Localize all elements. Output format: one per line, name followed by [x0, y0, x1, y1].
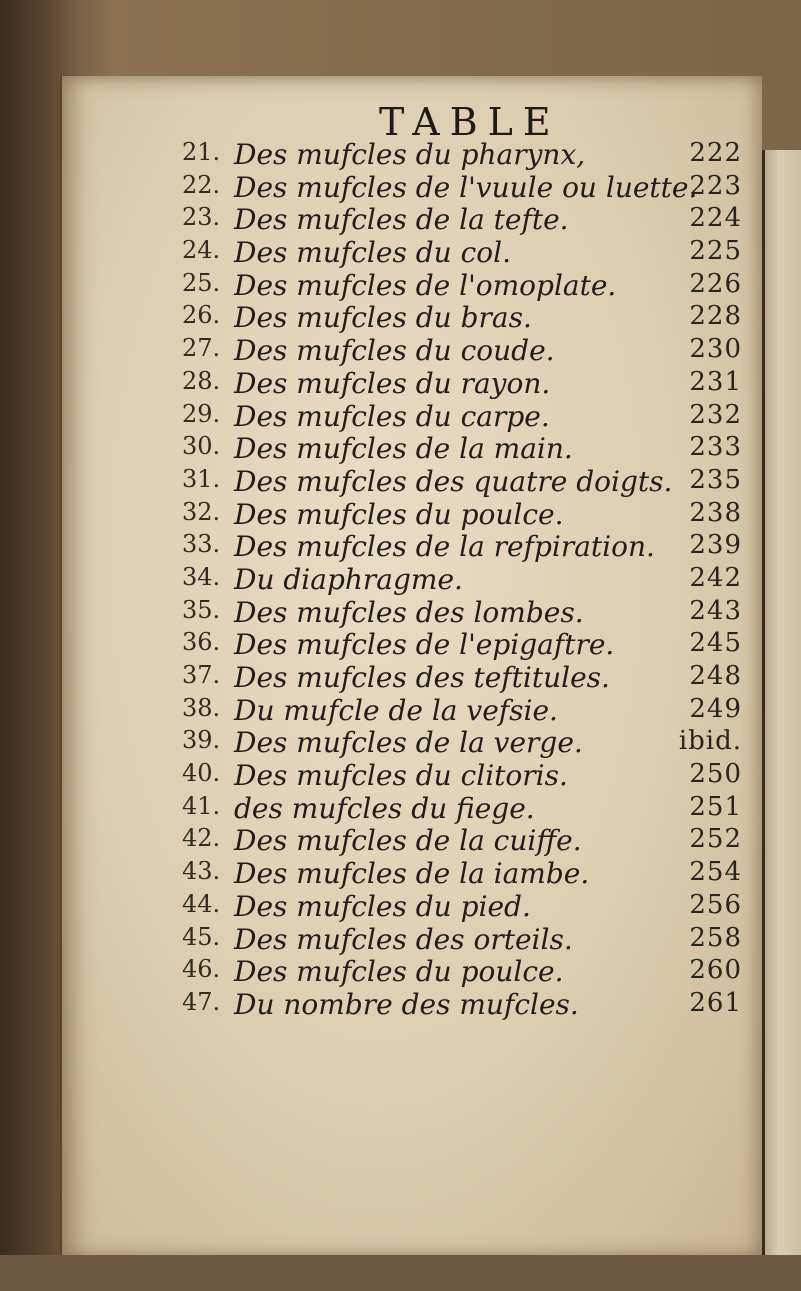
entry-title: Des mufcles de la cuiffe.: [234, 824, 582, 858]
toc-entry: [182, 236, 742, 269]
entry-number: 25.: [182, 268, 221, 297]
entry-page-number: 224: [689, 203, 742, 234]
entry-page-number: 226: [689, 268, 742, 299]
entry-title: Des mufcles du rayon.: [234, 366, 551, 400]
entry-title: Des mufcles du pied.: [234, 889, 531, 923]
entry-number: 26.: [182, 301, 221, 330]
entry-number: 21.: [182, 138, 221, 166]
entry-title: Des mufcles de l'omoplate.: [234, 268, 617, 302]
entry-title: Des mufcles de la verge.: [234, 726, 583, 760]
toc-entry: [182, 465, 742, 498]
entry-number: 45.: [182, 922, 221, 951]
entry-page-number: 228: [689, 301, 742, 332]
entry-number: 40.: [182, 759, 221, 788]
entry-title: Des mufcles du pharynx,: [234, 138, 586, 171]
entry-page-number: 222: [689, 138, 742, 168]
entry-number: 41.: [182, 791, 221, 820]
toc-entry: [182, 792, 742, 825]
entry-title: Des mufcles du clitoris.: [234, 759, 568, 793]
toc-entry: [182, 563, 742, 596]
entry-number: 23.: [182, 203, 221, 232]
entry-page-number: 225: [689, 236, 742, 267]
toc-entry: [182, 824, 742, 857]
entry-page-number: 239: [689, 530, 742, 561]
entry-title: Des mufcles du poulce.: [234, 497, 564, 531]
toc-entry: [182, 400, 742, 433]
entry-page-number: 260: [689, 955, 742, 986]
toc-entry: [182, 301, 742, 334]
toc-entry: [182, 759, 742, 792]
toc-entry: [182, 367, 742, 400]
entry-title: Des mufcles de l'epigaftre.: [234, 628, 615, 662]
entry-page-number: 252: [689, 824, 742, 855]
entry-title: Des mufcles des teftitules.: [234, 661, 610, 694]
toc-entry: [182, 334, 742, 367]
entry-number: 31.: [182, 464, 221, 493]
entry-page-number: 232: [689, 399, 742, 430]
toc-entry: [182, 269, 742, 302]
entry-number: 24.: [182, 236, 221, 265]
entry-page-number: 223: [689, 170, 742, 201]
toc-entry: [182, 138, 742, 171]
entry-number: 29.: [182, 399, 221, 428]
toc-entry: [182, 726, 742, 759]
entry-page-number: 258: [689, 922, 742, 953]
entry-number: 37.: [182, 661, 221, 689]
entry-title: Des mufcles du poulce.: [234, 955, 564, 989]
entry-number: 36.: [182, 628, 221, 657]
next-page-edge: [762, 150, 801, 1255]
entry-page-number: 251: [689, 791, 742, 822]
entry-number: 22.: [182, 170, 221, 199]
entry-title: Des mufcles de la main.: [234, 432, 573, 466]
entry-number: 38.: [182, 693, 221, 722]
entry-page-number: 256: [689, 889, 742, 920]
entry-title: Des mufcles du col.: [234, 236, 511, 270]
entry-title: Des mufcles du carpe.: [234, 399, 550, 433]
toc-entry: [182, 988, 742, 1021]
entry-number: 34.: [182, 562, 221, 591]
entry-number: 32.: [182, 497, 221, 526]
entry-title: Du diaphragme.: [234, 562, 463, 596]
toc-entry: [182, 694, 742, 727]
entry-title: Des mufcles des quatre doigts.: [234, 464, 673, 498]
entry-page-number: 233: [689, 432, 742, 463]
entry-number: 27.: [182, 334, 221, 363]
table-of-contents-list: [182, 138, 742, 1021]
toc-entry: [182, 596, 742, 629]
entry-title: Des mufcles du coude.: [234, 334, 555, 368]
entry-number: 42.: [182, 824, 221, 853]
toc-entry: [182, 857, 742, 890]
toc-entry: [182, 498, 742, 531]
entry-number: 39.: [182, 726, 221, 755]
entry-title: Des mufcles du bras.: [234, 301, 532, 335]
entry-page-number: 243: [689, 595, 742, 626]
entry-title: Des mufcles de la refpiration.: [234, 530, 655, 564]
entry-title: Du mufcle de la vefsie.: [234, 693, 558, 727]
entry-number: 47.: [182, 987, 221, 1016]
entry-title: des mufcles du fiege.: [234, 791, 535, 825]
entry-page-number: 230: [689, 334, 742, 365]
toc-entry: [182, 530, 742, 563]
toc-entry: [182, 923, 742, 956]
entry-number: 30.: [182, 432, 221, 461]
entry-page-number: 238: [689, 497, 742, 528]
entry-title: Des mufcles des lombes.: [234, 595, 584, 629]
entry-page-number: 242: [689, 562, 742, 593]
toc-entry: [182, 955, 742, 988]
entry-page-number: 249: [689, 693, 742, 724]
entry-number: 28.: [182, 366, 221, 395]
entry-number: 35.: [182, 595, 221, 624]
entry-title: Des mufcles de la iambe.: [234, 857, 590, 891]
entry-page-number: ibid.: [678, 726, 742, 757]
entry-page-number: 235: [689, 464, 742, 495]
entry-title: Des mufcles de l'vuule ou luette.: [234, 170, 698, 204]
toc-entry: [182, 628, 742, 661]
entry-number: 46.: [182, 955, 221, 984]
page-heading: TABLE: [379, 100, 561, 144]
entry-title: Du nombre des mufcles.: [234, 987, 579, 1021]
toc-entry: [182, 661, 742, 694]
entry-title: Des mufcles de la tefte.: [234, 203, 569, 237]
entry-number: 33.: [182, 530, 221, 559]
toc-entry: [182, 171, 742, 204]
scan-background: [0, 1255, 801, 1291]
entry-page-number: 245: [689, 628, 742, 659]
entry-page-number: 254: [689, 857, 742, 888]
entry-number: 43.: [182, 857, 221, 886]
entry-page-number: 231: [689, 366, 742, 397]
entry-page-number: 250: [689, 759, 742, 790]
entry-page-number: 261: [689, 987, 742, 1018]
toc-entry: [182, 203, 742, 236]
entry-title: Des mufcles des orteils.: [234, 922, 573, 956]
toc-entry: [182, 432, 742, 465]
entry-page-number: 248: [689, 661, 742, 691]
entry-number: 44.: [182, 889, 221, 918]
toc-entry: [182, 890, 742, 923]
